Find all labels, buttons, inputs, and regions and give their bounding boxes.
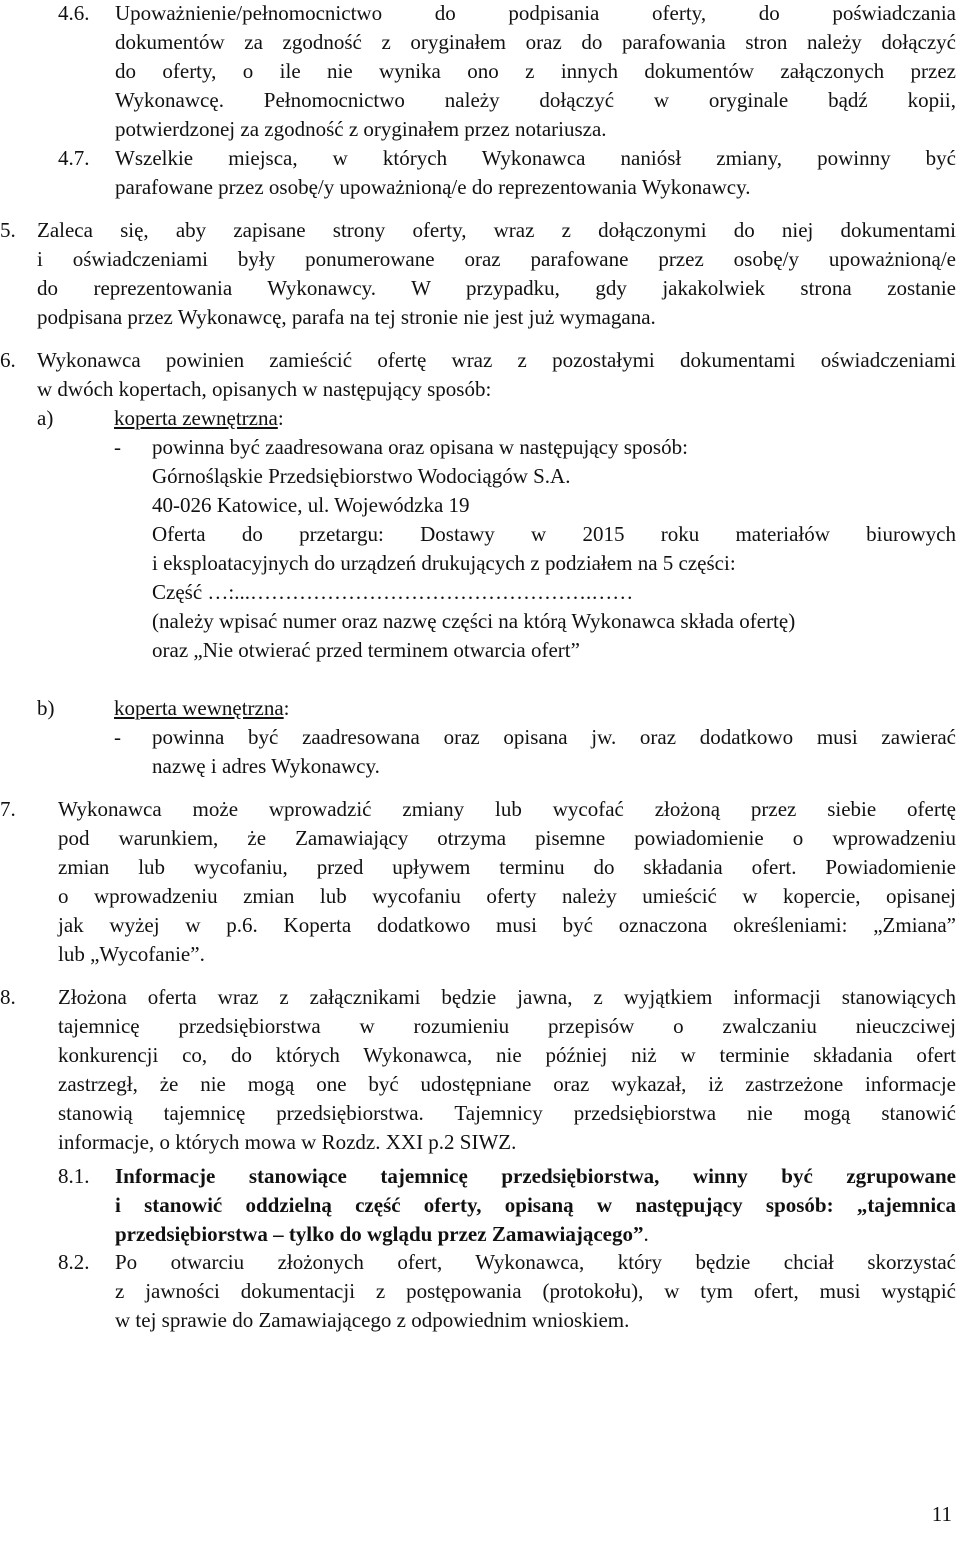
paragraph-line: Po otwarciu złożonych ofert, Wykonawca, który będzie chciał skorzystać [115,1250,956,1274]
part-line: Część …:...………………………………………….…… [152,580,634,604]
paragraph-line: z jawności dokumentacji z postępowania (protokołu), w tym ofert, musi wystąpić [115,1279,956,1303]
envelope-address [152,462,956,665]
paragraph-line: Złożona oferta wraz z załącznikami będzie jawna, z wyjątkiem informacji stanowiących [58,985,956,1009]
paragraph-line: Zaleca się, aby zapisane strony oferty, wraz z dołączonymi do niej dokumentami [37,218,956,242]
envelope-outer-title: koperta zewnętrzna [114,406,278,430]
dash-bullet: - [114,725,121,749]
paragraph-line: informacje, o których mowa w Rozdz. XXI p.2 SIWZ. [58,1130,517,1154]
offer-line: i eksploatacyjnych do urządzeń drukujących z podziałem na 5 części: [152,551,736,575]
paragraph-line: do reprezentowania Wykonawcy. W przypadku, gdy jakakolwiek strona zostanie [37,276,956,300]
colon: : [277,406,284,430]
section-8 [0,983,956,1157]
paragraph-line: w tej sprawie do Zamawiającego z odpowiednim wnioskiem. [115,1308,630,1332]
envelope-outer-desc [114,433,956,462]
offer-line: Oferta do przetargu: Dostawy w 2015 roku materiałów biurowych [152,522,956,546]
paragraph-line: Wykonawca powinien zamieścić ofertę wraz z pozostałymi dokumentami oświadczeniami [37,348,956,372]
paragraph-line: konkurencji co, do których Wykonawca, nie później niż w terminie składania ofert [58,1043,956,1067]
paragraph-line: potwierdzonej za zgodność z oryginałem przez notariusza. [115,117,607,141]
envelope-inner-desc [114,723,956,781]
paragraph-line: lub „Wycofanie”. [58,942,205,966]
address-line: 40-026 Katowice, ul. Wojewódzka 19 [152,493,470,517]
paragraph-line: tajemnicę przedsiębiorstwa w rozumieniu przepisów o zwalczaniu nieuczciwej [58,1014,956,1038]
section-number: 4.6. [58,1,90,25]
paragraph-line: nazwę i adres Wykonawcy. [152,754,380,778]
section-number: 5. [0,218,16,242]
item-label: a) [37,406,54,430]
paragraph-line: do oferty, o ile nie wynika ono z innych dokumentów załączonych przez [115,59,956,83]
paragraph-line: Wszelkie miejsca, w których Wykonawca naniósł zmiany, powinny być [115,146,956,170]
paragraph-line: w dwóch kopertach, opisanych w następujący sposób: [37,377,492,401]
paragraph-line: powinna być zaadresowana oraz opisana w następujący sposób: [152,435,688,459]
address-line: Górnośląskie Przedsiębiorstwo Wodociągów S.A. [152,464,571,488]
paragraph-line: pod warunkiem, że Zamawiający otrzyma pisemne powiadomienie o wprowadzeniu [58,826,956,850]
period: . [643,1222,649,1246]
paragraph-line: podpisana przez Wykonawcę, parafa na tej stronie nie jest już wymagana. [37,305,656,329]
paragraph-line: i oświadczeniami były ponumerowane oraz parafowane przez osobę/y upoważnioną/e [37,247,956,271]
paragraph-line: Informacje stanowiące tajemnicę przedsiębiorstwa, winny być zgrupowane [115,1164,956,1188]
envelope-inner [37,694,956,723]
paragraph-line: dokumentów za zgodność z oryginałem oraz do parafowania stron należy dołączyć [115,30,956,54]
section-8-2 [58,1248,956,1335]
section-4-7 [58,144,956,202]
section-7 [0,795,956,969]
envelope-outer [37,404,956,433]
note-line: (należy wpisać numer oraz nazwę części na którą Wykonawca składa ofertę) [152,609,796,633]
paragraph-line: Wykonawca może wprowadzić zmiany lub wycofać złożoną przez siebie ofertę [58,797,956,821]
section-number: 6. [0,348,16,372]
section-5 [0,216,956,332]
section-number: 8. [0,985,16,1009]
section-6 [0,346,956,404]
section-4-6 [58,0,956,144]
paragraph-line: i stanowić oddzielną część oferty, opisaną w następujący sposób: „tajemnica [115,1193,956,1217]
paragraph-line: Wykonawcę. Pełnomocnictwo należy dołączyć w oryginale bądź kopii, [115,88,956,112]
paragraph-line: o wprowadzeniu zmian lub wycofaniu oferty należy umieścić w kopercie, opisanej [58,884,956,908]
paragraph-line: parafowane przez osobę/y upoważnioną/e do reprezentowania Wykonawcy. [115,175,751,199]
colon: : [283,696,290,720]
item-label: b) [37,696,55,720]
paragraph-line: Upoważnienie/pełnomocnictwo do podpisania oferty, do poświadczania [115,1,956,25]
paragraph-line: przedsiębiorstwa – tylko do wglądu przez Zamawiającego” [115,1222,644,1246]
section-8-1 [58,1162,956,1249]
paragraph-line: stanowią tajemnicę przedsiębiorstwa. Tajemnicy przedsiębiorstwa nie mogą stanowić [58,1101,956,1125]
paragraph-line: powinna być zaadresowana oraz opisana jw. oraz dodatkowo musi zawierać [152,725,956,749]
paragraph-line: zastrzegł, że nie mogą one być udostępniane oraz wykazał, iż zastrzeżone informacje [58,1072,956,1096]
section-number: 8.1. [58,1164,90,1188]
dash-bullet: - [114,435,121,459]
page-number: 11 [931,1502,952,1526]
section-number: 4.7. [58,146,90,170]
section-number: 8.2. [58,1250,90,1274]
section-number: 7. [0,797,16,821]
do-not-open-line: oraz „Nie otwierać przed terminem otwarcia ofert” [152,638,580,662]
paragraph-line: jak wyżej w p.6. Koperta dodatkowo musi być oznaczona określeniami: „Zmiana” [58,913,956,937]
envelope-inner-title: koperta wewnętrzna [114,696,284,720]
paragraph-line: zmian lub wycofaniu, przed upływem terminu do składania ofert. Powiadomienie [58,855,956,879]
